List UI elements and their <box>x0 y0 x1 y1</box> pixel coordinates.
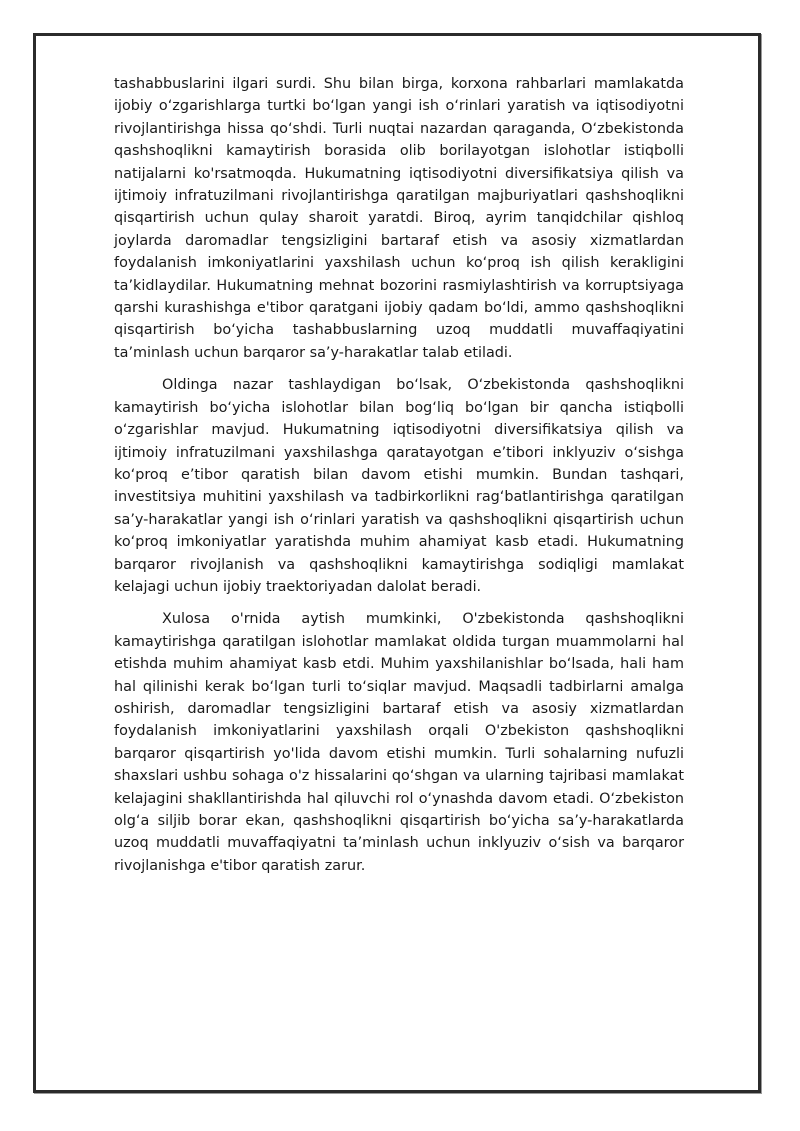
paragraph-outlook: Oldinga nazar tashlaydigan bo‘lsak, O‘zbekistonda qashshoqlikni kamaytirish bo‘yicha islohotlar bilan bog‘liq bo‘lgan bir qancha istiqbolli o‘zgarishlar mavjud. Hukumatning iqtisodiyotni diversifikatsiya qilish va ijtimoiy infratuzilmani yaxshilashga qaratayotgan e’tibori inklyuziv o‘sishga ko‘proq e’tibor qaratish bilan davom etishi mumkin. Bundan tashqari, investitsiya muhitini yaxshilash va tadbirkorlikni rag‘batlantirishga qaratilgan sa’y-harakatlar yangi ish o‘rinlari yaratish va qashshoqlikni qisqartirish uchun ko‘proq imkoniyatlar yaratishda muhim ahamiyat kasb etadi. Hukumatning barqaror rivojlanish va qashshoqlikni kamaytirishga sodiqligi mamlakat kelajagi uchun ijobiy traektoriyadan dalolat beradi. <box>114 377 684 595</box>
paragraph-conclusion: Xulosa o'rnida aytish mumkinki, O'zbekistonda qashshoqlikni kamaytirishga qaratilgan islohotlar mamlakat oldida turgan muammolarni hal etishda muhim ahamiyat kasb etdi. Muhim yaxshilanishlar bo‘lsada, hali ham hal qilinishi kerak bo‘lgan turli to‘siqlar mavjud. Maqsadli tadbirlarni amalga oshirish, daromadlar tengsizligini bartaraf etish va asosiy xizmatlardan foydalanish imkoniyatlarini yaxshilash orqali O'zbekiston qashshoqlikni barqaror qisqartirish yo'lida davom etishi mumkin. Turli sohalarning nufuzli shaxslari ushbu sohaga o'z hissalarini qo‘shgan va ularning tajribasi mamlakat kelajagini shakllantirishda hal qiluvchi rol o‘ynashda davom etadi. O‘zbekiston olg‘a siljib borar ekan, qashshoqlikni qisqartirish bo‘yicha sa’y-harakatlarda uzoq muddatli muvaffaqiyatni ta’minlash uchun inklyuziv o‘sish va barqaror rivojlanishga e'tibor qaratish zarur. <box>114 611 684 874</box>
paragraph-continuation: tashabbuslarini ilgari surdi. Shu bilan birga, korxona rahbarlari mamlakatda ijobiy o‘zgarishlarga turtki bo‘lgan yangi ish o‘rinlari yaratish va iqtisodiyotni rivojlantirishga hissa qo‘shdi. Turli nuqtai nazardan qaraganda, O‘zbekistonda qashshoqlikni kamaytirish borasida olib borilayotgan islohotlar istiqbolli natijalarni ko'rsatmoqda. Hukumatning iqtisodiyotni diversifikatsiya qilish va ijtimoiy infratuzilmani rivojlantirishga qaratilgan majburiyatlari qashshoqlikni qisqartirish uchun qulay sharoit yaratdi. Biroq, ayrim tanqidchilar qishloq joylarda daromadlar tengsizligini bartaraf etish va asosiy xizmatlardan foydalanish imkoniyatlarini yaxshilash uchun ko‘proq ish qilish kerakligini ta’kidlaydilar. Hukumatning mehnat bozorini rasmiylashtirish va korruptsiyaga qarshi kurashishga e'tibor qaratgani ijobiy qadam bo‘ldi, ammo qashshoqlikni qisqartirish bo‘yicha tashabbuslarning uzoq muddatli muvaffaqiyatini ta’minlash uchun barqaror sa’y-harakatlar talab etiladi. <box>114 76 684 361</box>
document-body <box>114 73 684 887</box>
